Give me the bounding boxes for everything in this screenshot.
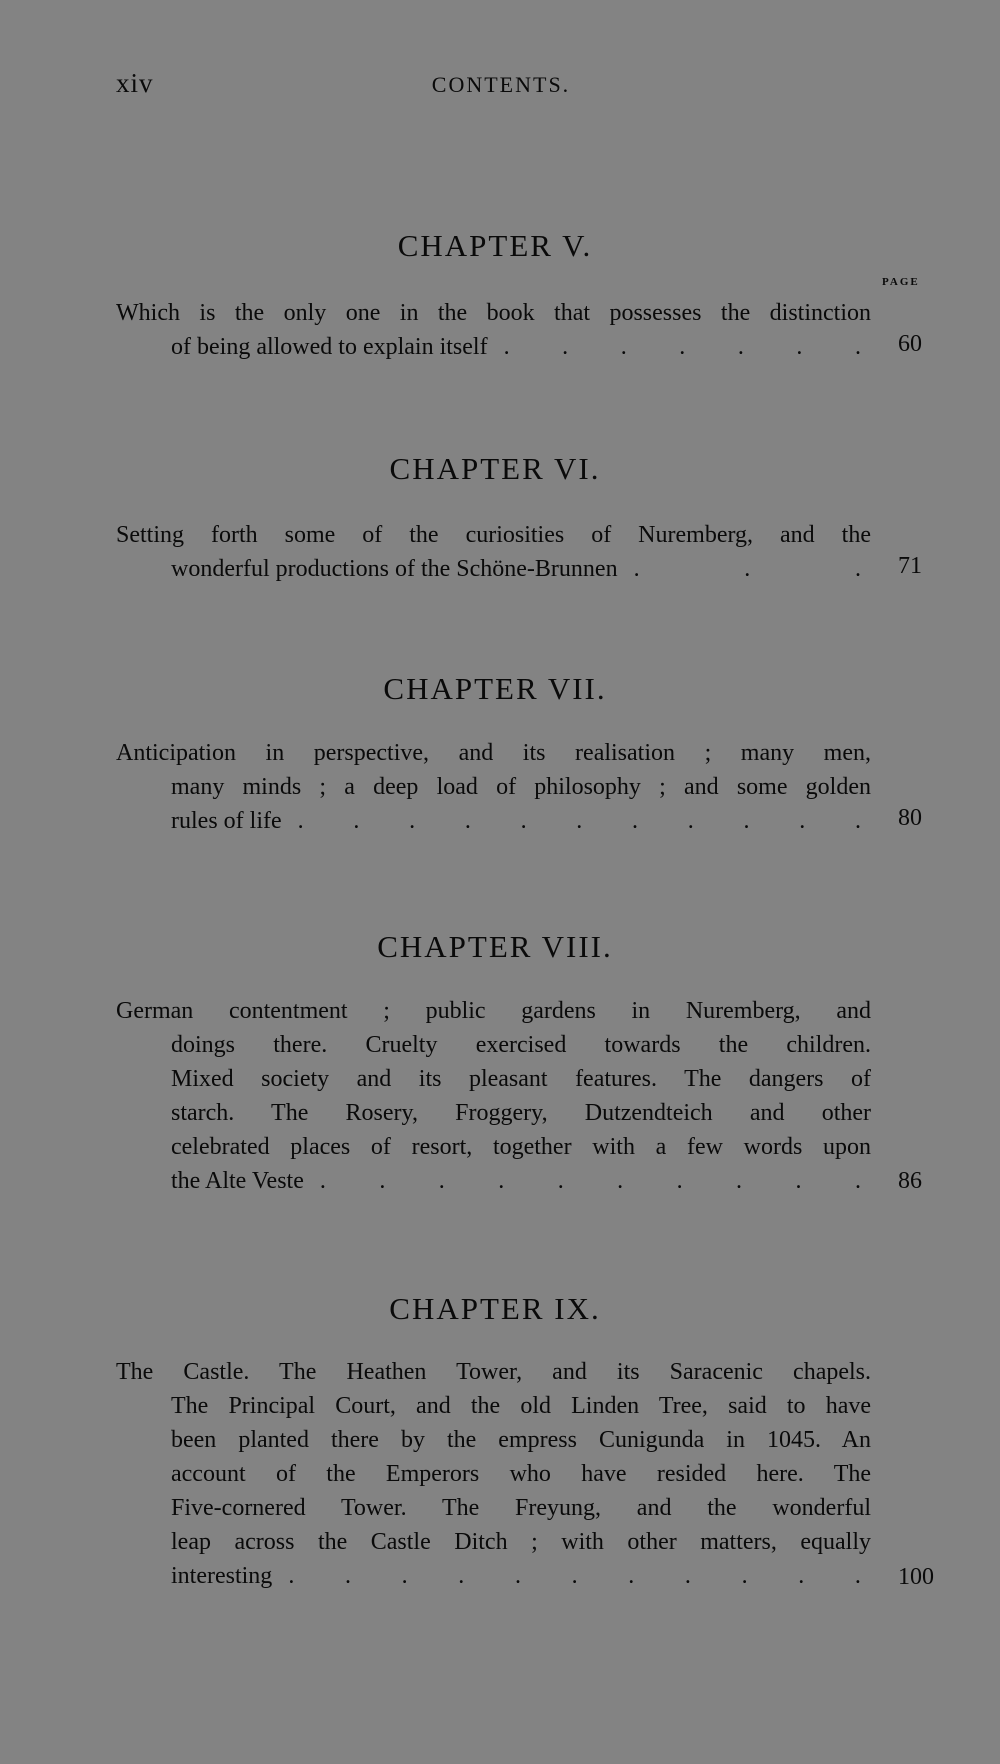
summary-line: Anticipation in perspective, and its realisation ; many men, bbox=[116, 740, 871, 766]
chapter-heading: CHAPTER VIII. bbox=[377, 929, 613, 964]
chapter-summary bbox=[116, 518, 871, 586]
summary-line: many minds ; a deep load of philosophy ; and some golden bbox=[171, 774, 871, 800]
summary-line: Five-cornered Tower. The Freyung, and the wonderful bbox=[171, 1495, 871, 1521]
chapter-heading: CHAPTER V. bbox=[397, 228, 593, 263]
summary-last-line bbox=[116, 552, 871, 586]
summary-line-text: interesting bbox=[171, 1563, 273, 1589]
summary-line: celebrated places of resort, together with a few words upon bbox=[171, 1134, 871, 1160]
summary-line: leap across the Castle Ditch ; with other matters, equally bbox=[171, 1529, 871, 1555]
dot-leader: . . . . . . . bbox=[503, 334, 861, 360]
summary-line-text: wonderful productions of the Schöne-Brunnen bbox=[171, 556, 618, 582]
page-column-label: PAGE bbox=[882, 276, 920, 288]
summary-line: Mixed society and its pleasant features. The dangers of bbox=[171, 1066, 871, 1092]
running-head bbox=[116, 68, 926, 108]
summary-last-line bbox=[116, 1164, 871, 1198]
summary-line: German contentment ; public gardens in Nuremberg, and bbox=[116, 998, 871, 1024]
summary-line-text: the Alte Veste bbox=[171, 1168, 304, 1194]
summary-last-line bbox=[116, 1559, 871, 1593]
chapter-heading: CHAPTER VI. bbox=[389, 451, 601, 486]
page-number: 71 bbox=[898, 553, 922, 579]
chapter-summary bbox=[116, 1355, 871, 1593]
page-number: 60 bbox=[898, 331, 922, 357]
page-number: 86 bbox=[898, 1168, 922, 1194]
dot-leader: . . . bbox=[633, 556, 861, 582]
page-number: 80 bbox=[898, 805, 922, 831]
page-number: 100 bbox=[898, 1564, 934, 1590]
summary-line: The Principal Court, and the old Linden Tree, said to have bbox=[171, 1393, 871, 1419]
summary-line: starch. The Rosery, Froggery, Dutzendteich and other bbox=[171, 1100, 871, 1126]
summary-line: account of the Emperors who have resided here. The bbox=[171, 1461, 871, 1487]
summary-line: The Castle. The Heathen Tower, and its Saracenic chapels. bbox=[116, 1359, 871, 1385]
summary-line: doings there. Cruelty exercised towards the children. bbox=[171, 1032, 871, 1058]
summary-last-line bbox=[116, 330, 871, 364]
chapter-summary bbox=[116, 296, 871, 364]
summary-line: Which is the only one in the book that possesses the distinction bbox=[116, 300, 871, 326]
dot-leader: . . . . . . . . . . . bbox=[288, 1563, 861, 1589]
summary-last-line bbox=[116, 804, 871, 838]
chapter-summary bbox=[116, 994, 871, 1198]
summary-line: been planted there by the empress Cunigunda in 1045. An bbox=[171, 1427, 871, 1453]
folio: xiv bbox=[116, 68, 154, 98]
chapter-summary bbox=[116, 736, 871, 838]
dot-leader: . . . . . . . . . . bbox=[319, 1168, 861, 1194]
summary-line-text: rules of life bbox=[171, 808, 282, 834]
summary-line: Setting forth some of the curiosities of Nuremberg, and the bbox=[116, 522, 871, 548]
chapter-heading: CHAPTER IX. bbox=[389, 1291, 601, 1326]
running-title: CONTENTS. bbox=[431, 72, 571, 97]
dot-leader: . . . . . . . . . . . bbox=[297, 808, 861, 834]
chapter-heading: CHAPTER VII. bbox=[383, 671, 607, 706]
summary-line-text: of being allowed to explain itself bbox=[171, 334, 488, 360]
